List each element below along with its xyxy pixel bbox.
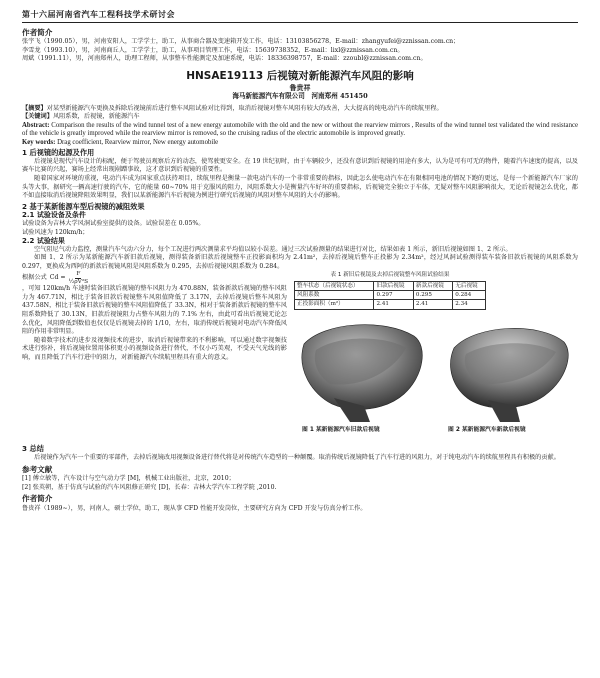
section-1-paragraph: 后视镜是现代汽车设计的标配，便于驾驶员观察后方的动态，使驾驶更安全。在 19 世纪初时，由于车辆较少，还没有意识到后视镜的用途有多大，认为是可有可无的物件，随着汽车速度的提高，以及赛车比赛的兴起，赛场上经常出现剐蹭事故，这才意识到后视镜的重要性。 [22, 157, 578, 174]
table-header-cell: 旧款后视镜 [374, 282, 413, 291]
section-3-title: 3 总结 [22, 444, 44, 454]
table-cell: 0.284 [453, 291, 486, 300]
section-1-title: 1 后视镜的起源及作用 [22, 148, 95, 158]
table-cell: 2.41 [413, 300, 452, 309]
author-profile-bottom-text: 鲁贵祥（1989~），男，河南人，硕士学位，助工，现从事 CFD 性能开发岗位，主要研究方向为 CFD 开发与仿真分析工作。 [22, 505, 367, 513]
author-profile-line: 周斌（1991.11），男，河南郑州人，助理工程师，从事整车性能测定及加速系统，电话：18336398757，E-mail：zzoubl@zznissan.com.cn。 [22, 55, 427, 63]
section-2-1-title: 2.1 试验设备及条件 [22, 211, 86, 220]
figure-1-caption: 图 1 某新能源汽车旧款后视镜 [302, 426, 380, 433]
section-2-2-paragraph: 如图 1、2 所示为某新能源汽车新旧款后视镜，测得装备新旧款后视镜整车正投影面积均为 2.41m²，去掉后视镜后整车正投影为 2.34m²，经过风洞试验测得装车装备旧款后视镜的风阻系数为 0.297，更换成为西阿的新款后视镜风阻是风阻系数为 0.295，去掉后视镜风阻系数为 0.284。 [22, 254, 578, 270]
paper-affiliation: 海马新能源汽车有限公司 河南郑州 451450 [232, 92, 368, 101]
author-profile-line: 张宇飞（1990.05），男，河南安阳人，工学学士，助工，从事商合器及变速箱开发工作，电话：13103856278，E-mail：zhangyufei@zznissan.com.cn； [22, 38, 460, 46]
references-heading: 参考文献 [22, 464, 53, 474]
formula-denominator: ½ρV²S [68, 278, 89, 285]
formula-numerator: F [76, 271, 81, 278]
author-profile-line: 李雪龙（1993.10），男，河南商丘人，工学学士，助工，从事项目管理工作，电话：15639738352，E-mail：lixl@zznissan.com.cn。 [22, 46, 404, 54]
running-header: 第十六届河南省汽车工程科技学术研讨会 [22, 10, 578, 23]
keywords-en [22, 139, 578, 147]
author-profile-bottom-heading: 作者简介 [22, 494, 53, 504]
paper-author: 鲁贵祥 [289, 82, 311, 92]
section-2-2-title: 2.2 试验结果 [22, 237, 65, 246]
formula-fraction [69, 271, 89, 285]
analysis-paragraph: 随着数字技术的进步及视频技术的进步，取消后视镜带来的不利影响，可以通过数字视频技术进行弥补，将后视镜位置用体积更小的视频设备进行替代，不仅小巧美观，不受天气光线的影响，而且降低了汽车行进中的阻力，对新能源汽车续航里程具有重大的意义。 [22, 336, 287, 362]
paper-title: HNSAE19113 后视镜对新能源汽车风阻的影响 [186, 69, 414, 82]
table-cell: 风阻系数 [295, 291, 374, 300]
abstract-cn-text: 对某型新能源汽车更换及拆除后视镜前后进行整车风阻试验对比得到，取消后视镜对整车风阻有较大的改善，大大提高的纯电动汽车的续航里程。 [46, 104, 443, 112]
section-1-paragraph: 随着国家对环境的重视，电动汽车成为国家重点扶持项目，续航里程是衡量一款电动汽车的一个非常重要的指标，因此怎么使电动汽车在有限相同电池的情况下跑的更远，是每一个新能源汽车厂家的头等大事，据研究一辆高速行驶的汽车，它的能量 60~70% 用于克服风的阻力，风阻系数大小是衡量汽车好坏的重要指标，后视镜完全独立于车体，无疑对整车风阻影响很大，无论后视镜怎么优化，都不如直接取消后视镜降阻效果明显，我们以某新能源汽车后视镜为例进行研究后视镜的风阻对整车风阻的大小的影响。 [22, 174, 578, 200]
figure-2-image [440, 314, 578, 426]
table-cell: 2.41 [374, 300, 413, 309]
table-cell: 2.34 [453, 300, 486, 309]
reference-item: [2] 张英朝，基于仿真与试验的汽车风阻修正研究 [D]，长春：吉林大学汽车工程学院 ,2010. [22, 483, 277, 491]
results-table [294, 281, 486, 310]
abstract-en [22, 122, 578, 139]
formula-cd: Cd = [49, 274, 66, 282]
two-column-block [22, 271, 578, 443]
drag-formula [22, 271, 287, 285]
author-profile-top [22, 29, 578, 64]
table-cell: 正投影面积（m²） [295, 300, 374, 309]
figure-1-image [294, 314, 432, 426]
figures-area [294, 314, 578, 434]
section-2-1-line: 试验风速为 120km/h； [22, 228, 89, 236]
keywords-en-text: Drag coefficient, Rearview mirror, New energy automobile [57, 138, 219, 146]
table-caption: 表 1 新旧后视镜及去掉后视镜整车风阻试验结果 [330, 272, 450, 279]
table-header-cell: 新款后视镜 [413, 282, 452, 291]
analysis-paragraph: ，可知 120km/h 车速时装备旧款后视镜的整车风阻力为 470.88N，装备新款后视镜的整车风阻力为 467.71N，相比于装备旧款后视镜整车风阻值降低了 3.17N，去掉后视镜后整车风阻为 437.58N，相比于装备旧款后视镜的整车风阻值降低了 33.3N，相对于装备新款后视镜的整车风阻系数降低了 30.13N，旧款后视镜阻力占整车风阻力的 7.1% 左右，由此可看出后视镜无论怎么优化，风阻降低到数值也仅仅是后视镜去掉的 1/10，左右，取消传统后视镜对电动汽车降低风阻的作用非常明显。 [22, 285, 287, 336]
section-2-title: 2 基于某新能源车型后视镜的减阻效果 [22, 201, 145, 211]
abstract-en-label: Abstract: [22, 121, 50, 129]
section-2-1-line: 试验设备为吉林大学风洞试验室提供的设备。试验误差在 0.05%。 [22, 219, 205, 227]
abstract-en-text: Comparison the results of the wind tunnel test of a new energy automobile with the old and the new or without the rearview mirrors , Results of the wind tunnel test validated the wind resistance of the vehicle is greatly improved while the rearview mirror is removed, so the cruising radius of the electric automobile is improved greatly. [22, 121, 578, 138]
figure-2-caption: 图 2 某新能源汽车新款后视镜 [448, 426, 526, 433]
keywords-cn [22, 113, 578, 122]
table-cell: 0.295 [413, 291, 452, 300]
table-header-cell: 无后视镜 [453, 282, 486, 291]
right-column [294, 271, 578, 433]
abstract-cn-label: 【摘要】 [22, 104, 47, 112]
table-cell: 0.297 [374, 291, 413, 300]
section-2-2-paragraph: 空气阻尼气动力监控，测量汽车气动六分力，每个工况进行两次测量求平均值以较小误差。通过三次试验测量的结果进行对比，结果如表 1 所示，新旧后视镜如图 1、2 所示。 [34, 245, 512, 253]
table-row [295, 291, 486, 300]
formula-label: 根据公式 [22, 274, 47, 282]
table-header-row [295, 282, 486, 291]
section-3-paragraph: 后视镜作为汽车一个重要的零部件，去掉后视镜改用视频设备进行替代将是对传统汽车造型的一种颠覆。取消传统后视镜降低了汽车行进的风阻力，对于纯电动汽车的续航里程具有积极的贡献。 [34, 454, 560, 462]
table-header-cell: 整车状态（后视镜状态） [295, 282, 374, 291]
reference-item: [1] 傅立敏等，汽车设计与空气动力学 [M]，机械工业出版社，北京，2010； [22, 475, 235, 483]
left-column [22, 271, 287, 362]
table-row [295, 300, 486, 309]
keywords-cn-text: 风阻系数，后视镜，新能源汽车 [52, 113, 140, 121]
author-profile-heading: 作者简介 [22, 27, 53, 37]
keywords-en-label: Key words: [22, 138, 56, 146]
keywords-cn-label: 【关键词】 [22, 113, 53, 121]
